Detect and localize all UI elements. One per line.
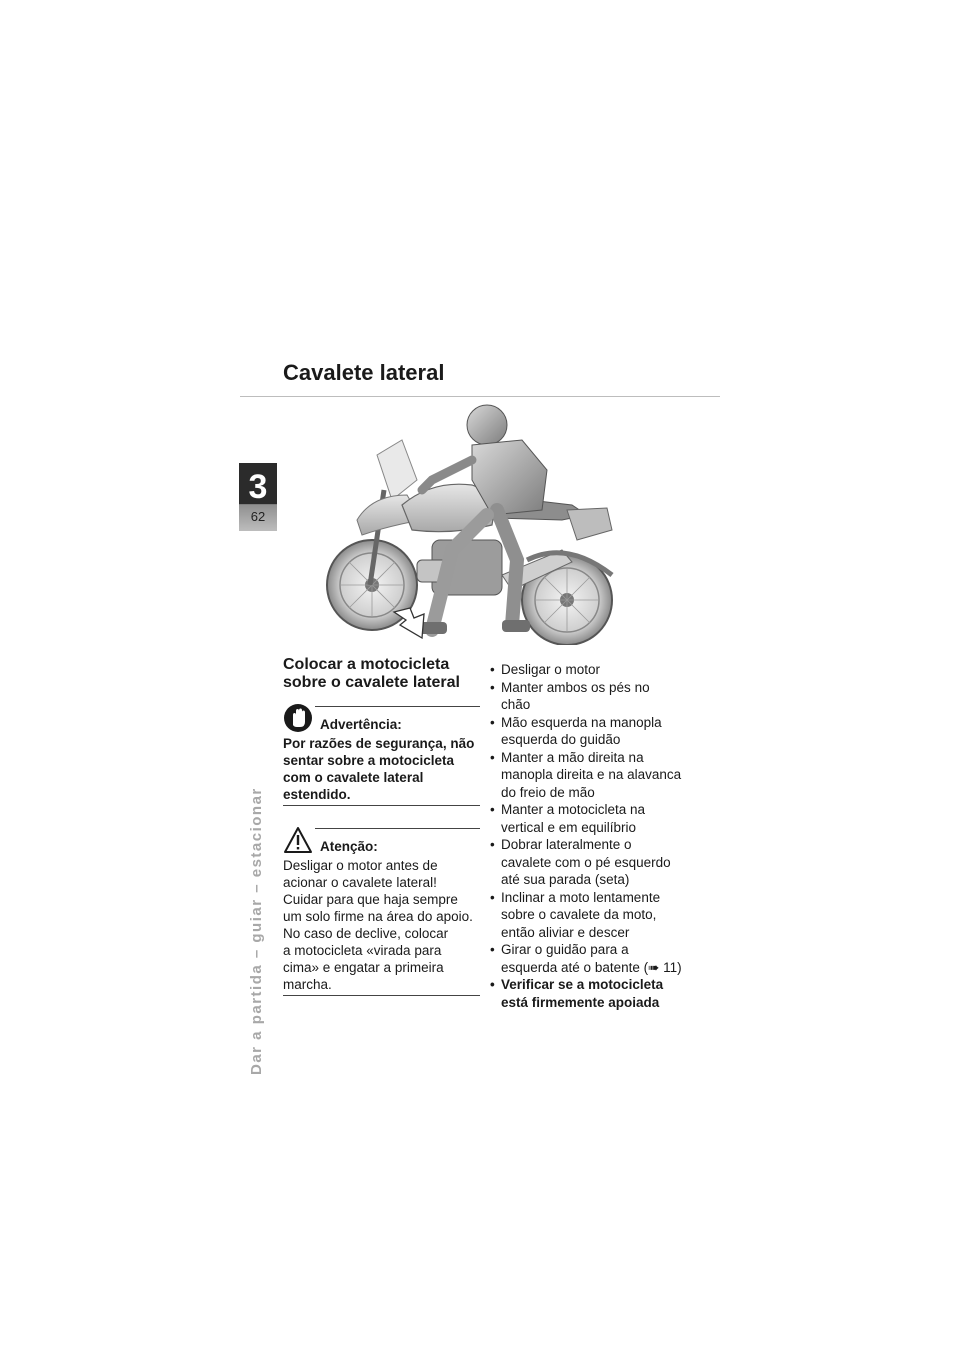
chapter-number: 3: [248, 468, 268, 506]
step-item: • Manter ambos os pés no chão: [490, 679, 710, 714]
step-item: • Girar o guidão para a esquerda até o batente (➠ 11): [490, 941, 710, 976]
warning-notice: [283, 706, 480, 806]
right-column: [490, 661, 710, 1011]
step-item: • Desligar o motor: [490, 661, 710, 679]
step-item: • Inclinar a moto lentamente sobre o cavalete da moto, então aliviar e descer: [490, 889, 710, 942]
step-item-final: • Verificar se a motocicleta está firmemente apoiada: [490, 976, 710, 1011]
page-number: 62: [250, 509, 266, 524]
step-item: • Mão esquerda na manopla esquerda do guidão: [490, 714, 710, 749]
chapter-tab: [239, 463, 277, 531]
warning-triangle-icon: [283, 825, 313, 855]
section-heading: Colocar a motocicleta sobre o cavalete lateral: [283, 656, 460, 691]
procedure-steps: [490, 661, 710, 1011]
attention-text: Desligar o motor antes de acionar o cavalete lateral! Cuidar para que haja sempre um solo firme na área do apoio. No caso de declive, colocar a motocicleta «virada para cima» e engatar a primeira marcha.: [283, 858, 473, 992]
hand-stop-icon: [283, 703, 313, 733]
attention-label: Atenção:: [320, 839, 378, 854]
page-title: Cavalete lateral: [283, 360, 445, 385]
warning-label: Advertência:: [320, 717, 402, 732]
title-divider: [240, 396, 720, 397]
step-item: • Dobrar lateralmente o cavalete com o pé esquerdo até sua parada (seta): [490, 836, 710, 889]
attention-notice: [283, 828, 480, 996]
left-column: [283, 656, 480, 1018]
step-item: • Manter a motocicleta na vertical e em equilíbrio: [490, 801, 710, 836]
chapter-caption: Dar a partida – guiar – estacionar: [248, 787, 265, 1075]
motorcycle-sidestand-illustration: [322, 400, 622, 645]
step-item: • Manter a mão direita na manopla direita e na alavanca do freio de mão: [490, 749, 710, 802]
sidestand-arrow: [394, 608, 424, 638]
warning-text: Por razões de segurança, não sentar sobre a motocicleta com o cavalete lateral estendido.: [283, 736, 475, 802]
